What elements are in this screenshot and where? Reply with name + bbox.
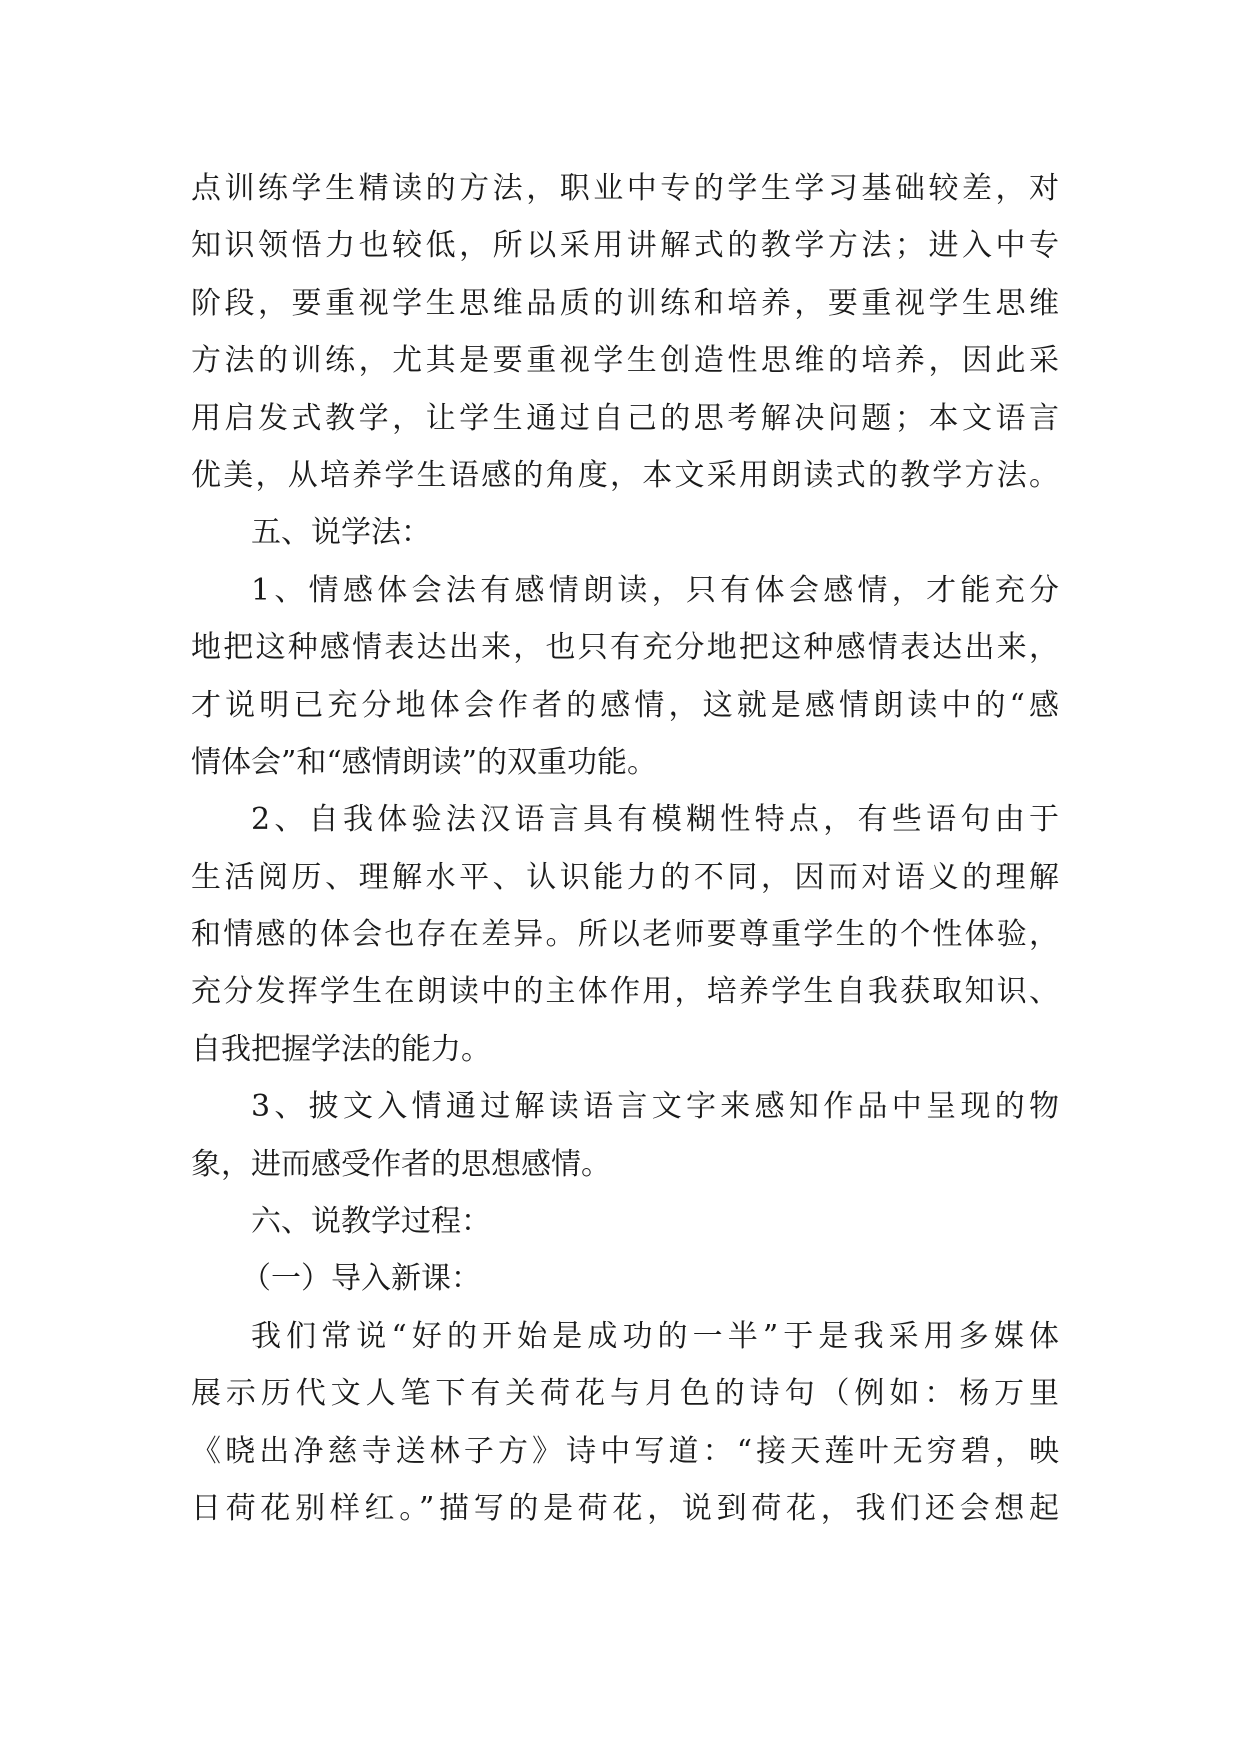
paragraph-line: 3、披文入情通过解读语言文字来感知作品中呈现的物 bbox=[251, 1089, 1059, 1125]
paragraph-line: 和情感的体会也存在差异。所以老师要尊重学生的个性体验， bbox=[191, 917, 1059, 953]
paragraph-line: 优美，从培养学生语感的角度，本文采用朗读式的教学方法。 bbox=[191, 457, 1059, 493]
subsection-heading: （一）导入新课： bbox=[241, 1261, 481, 1297]
paragraph-line: 充分发挥学生在朗读中的主体作用，培养学生自我获取知识、 bbox=[191, 974, 1059, 1010]
document-body bbox=[191, 160, 1059, 1537]
paragraph-line: 阶段，要重视学生思维品质的训练和培养，要重视学生思维 bbox=[191, 285, 1059, 321]
paragraph-line: 《晓出净慈寺送林子方》诗中写道：“接天莲叶无穷碧，映 bbox=[191, 1433, 1059, 1469]
paragraph-line: 情体会”和“感情朗读”的双重功能。 bbox=[191, 744, 658, 780]
paragraph-line: 2、自我体验法汉语言具有模糊性特点，有些语句由于 bbox=[251, 802, 1059, 838]
section-heading: 五、说学法： bbox=[251, 515, 431, 551]
paragraph-line: 1、情感体会法有感情朗读，只有体会感情，才能充分 bbox=[251, 572, 1059, 608]
section-heading: 六、说教学过程： bbox=[251, 1204, 491, 1240]
paragraph-line: 展示历代文人笔下有关荷花与月色的诗句（例如：杨万里 bbox=[191, 1376, 1059, 1412]
paragraph-line: 知识领悟力也较低，所以采用讲解式的教学方法；进入中专 bbox=[191, 228, 1059, 264]
paragraph-line: 方法的训练，尤其是要重视学生创造性思维的培养，因此采 bbox=[191, 343, 1059, 379]
paragraph-line: 才说明已充分地体会作者的感情，这就是感情朗读中的“感 bbox=[191, 687, 1059, 723]
paragraph-line: 日荷花别样红。”描写的是荷花，说到荷花，我们还会想起 bbox=[191, 1490, 1059, 1526]
paragraph-line: 象，进而感受作者的思想感情。 bbox=[191, 1146, 611, 1182]
paragraph-line: 用启发式教学，让学生通过自己的思考解决问题；本文语言 bbox=[191, 400, 1059, 436]
paragraph-line: 自我把握学法的能力。 bbox=[191, 1031, 491, 1067]
paragraph-line: 我们常说“好的开始是成功的一半”于是我采用多媒体 bbox=[251, 1318, 1059, 1354]
paragraph-line: 地把这种感情表达出来，也只有充分地把这种感情表达出来， bbox=[191, 630, 1059, 666]
paragraph-line: 生活阅历、理解水平、认识能力的不同，因而对语义的理解 bbox=[191, 859, 1059, 895]
paragraph-line: 点训练学生精读的方法，职业中专的学生学习基础较差，对 bbox=[191, 171, 1059, 206]
